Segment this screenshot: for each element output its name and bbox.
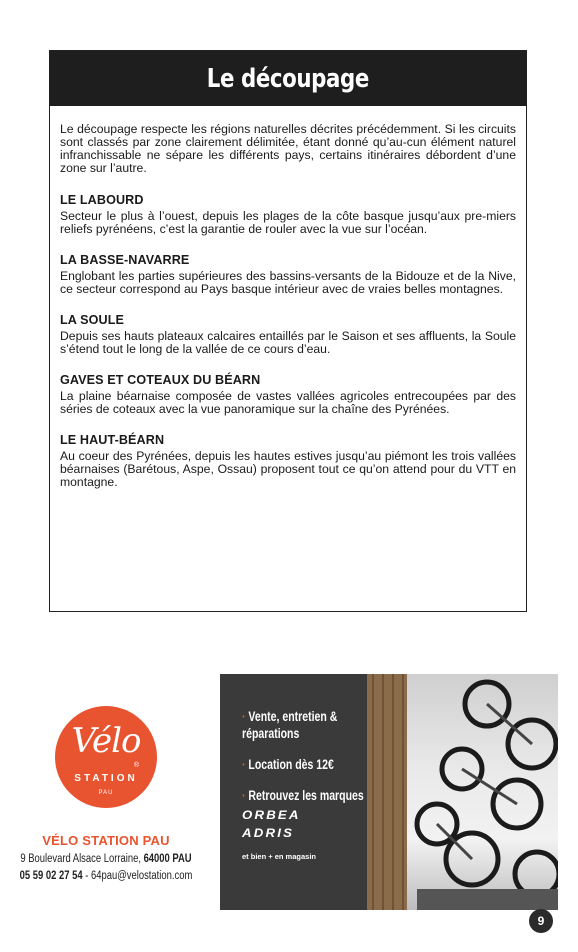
region-soule — [60, 314, 516, 356]
region-heading: LE LABOURD — [60, 193, 144, 207]
page-number-badge: 9 — [529, 909, 553, 933]
logo-script: Vélo — [71, 721, 141, 761]
intro-paragraph: Le découpage respecte les régions naturelles décrites précédemment. Si les circuits sont classés par zone clairement délimitée, étant donné qu’au-cun élément naturel infranchissable ne sépare les différents pays, certains itinéraires débordent d’une zone sur l’autre. — [60, 122, 516, 175]
region-heading: LA SOULE — [60, 313, 125, 327]
bikes-illustration — [367, 674, 558, 910]
shop-contact — [19, 870, 193, 882]
services-panel — [220, 674, 367, 910]
region-basse-navarre — [60, 254, 516, 296]
bullet-dot: · — [242, 788, 249, 803]
region-text: Depuis ses hauts plateaux calcaires entaillés par le Saison et ses affluents, la Soule s’étend tout le long de la vallée de ce cours d’eau. — [60, 329, 516, 356]
region-text: Englobant les parties supérieures des bassins-versants de la Bidouze et de la Nive, ce secteur correspond au Pays basque intérieur avec de vraies belles montagnes. — [60, 269, 516, 296]
section-title: Le découpage — [206, 63, 370, 94]
region-text: Au coeur des Pyrénées, depuis les hautes estives jusqu’au piémont les trois vallées béarnaises (Barétous, Aspe, Ossau) proposent tout ce qu’on attend pour du VTT en montagne. — [60, 449, 516, 489]
shop-name: VÉLO STATION PAU — [42, 833, 170, 848]
bullet-dot: · — [242, 757, 249, 772]
region-heading: LE HAUT-BÉARN — [60, 433, 165, 447]
velo-station-logo — [55, 706, 157, 808]
logo-station: STATION — [74, 773, 138, 784]
logo-pau: PAU — [98, 790, 114, 796]
feature-sales: · Vente, entretien & réparations — [242, 709, 338, 741]
brand-orbea: ORBEA — [242, 808, 301, 822]
box-header — [50, 51, 526, 106]
logo-registered: ® — [133, 762, 139, 769]
shop-phone: 05 59 02 27 54 — [19, 870, 83, 882]
brand-adris: ADRIS — [242, 826, 295, 840]
shop-email[interactable]: 64pau@velostation.com — [90, 870, 193, 882]
box-body — [50, 106, 526, 489]
contact-separator: - — [82, 870, 91, 882]
region-heading: GAVES ET COTEAUX DU BÉARN — [60, 373, 261, 387]
feature-brands: · Retrouvez les marques — [242, 788, 364, 803]
region-haut-bearn — [60, 434, 516, 489]
footnote: et bien + en magasin — [242, 852, 316, 861]
region-gaves-coteaux — [60, 374, 516, 416]
address-street: 9 Boulevard Alsace Lorraine, — [20, 853, 144, 865]
bike-shop-photo — [367, 674, 558, 910]
feature-rental: · Location dès 12€ — [242, 757, 334, 772]
region-heading: LA BASSE-NAVARRE — [60, 253, 190, 267]
region-text: Secteur le plus à l’ouest, depuis les plages de la côte basque jusqu’aux pre-miers reliefs pyrénéens, c’est la garantie de rouler avec la vue sur l’océan. — [60, 209, 516, 236]
address-city: 64000 PAU — [143, 853, 192, 865]
bullet-dot: · — [242, 709, 249, 724]
shop-address — [19, 853, 193, 865]
decoupage-box — [49, 50, 527, 612]
region-labourd — [60, 194, 516, 236]
shop-info — [0, 700, 212, 882]
region-text: La plaine béarnaise composée de vastes vallées agricoles entrecoupées par des séries de coteaux avec la vue panoramique sur la chaîne des Pyrénées. — [60, 389, 516, 416]
